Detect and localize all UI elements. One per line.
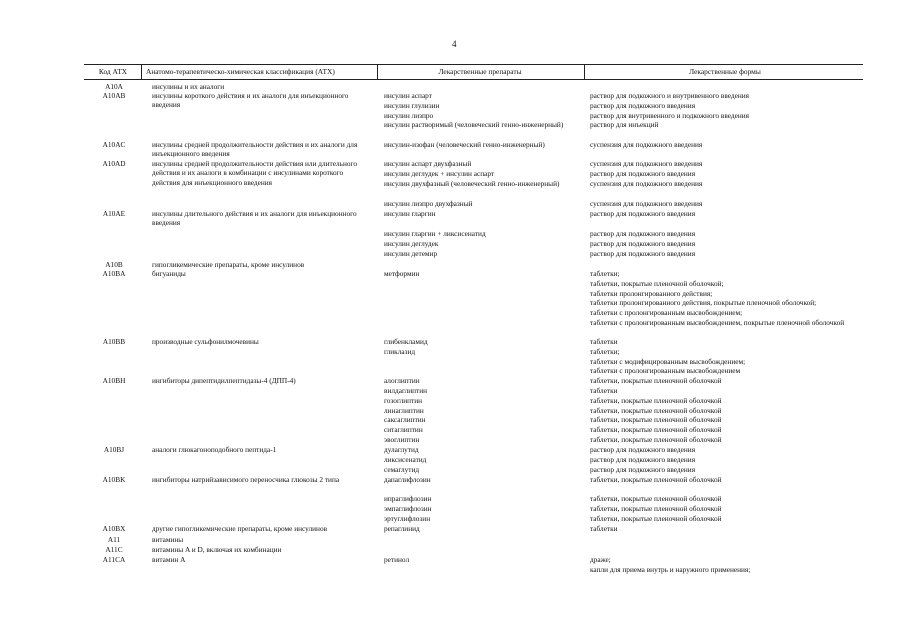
drug-name: дулаглутид <box>384 445 419 454</box>
dosage-form: таблетки <box>590 386 618 395</box>
atc-code: A10AE <box>102 209 126 218</box>
atc-code: A11CA <box>102 555 126 564</box>
header-code: Код АТХ <box>98 67 128 76</box>
classification: инсулины средней продолжительности действия или длительного действия и их аналоги в комбинации с инсулинами короткого действия для инъекционного введения <box>152 159 357 187</box>
drug-name: репаглинид <box>384 524 420 533</box>
classification: ингибиторы натрийзависимого переносчика глюкозы 2 типа <box>152 475 340 484</box>
drug-name: линаглиптин <box>384 406 424 415</box>
drug-name: инсулин детемир <box>384 249 438 258</box>
drug-name: алоглиптин <box>384 376 420 385</box>
atc-code: A10AB <box>102 91 126 100</box>
atc-code: A10A <box>105 82 123 91</box>
dosage-form: раствор для подкожного введения <box>590 465 696 474</box>
header-classification: Анатомо-терапевтическо-химическая классификация (АТХ) <box>146 67 335 76</box>
drug-name: саксаглиптин <box>384 415 426 424</box>
classification: инсулины и их аналоги <box>152 82 225 91</box>
dosage-form: таблетки с пролонгированным высвобождением <box>590 366 741 375</box>
drug-name: инсулин аспарт <box>384 91 432 100</box>
atc-code: A11C <box>105 545 123 554</box>
dosage-form: раствор для инъекций <box>590 120 659 129</box>
classification: гипогликемические препараты, кроме инсулинов <box>152 260 305 269</box>
header-divider <box>377 65 378 79</box>
header-forms: Лекарственные формы <box>689 67 761 76</box>
dosage-form: таблетки, покрытые пленочной оболочкой <box>590 376 722 385</box>
dosage-form: таблетки, покрытые пленочной оболочкой <box>590 425 722 434</box>
drug-name: инсулин лизпро двухфазный <box>384 199 473 208</box>
atc-code: A10BA <box>102 269 126 278</box>
dosage-form: драже; <box>590 555 611 564</box>
drug-name: инсулин-изофан (человеческий генно-инженерный) <box>384 140 545 149</box>
dosage-form: таблетки пролонгированного действия; <box>590 289 713 298</box>
dosage-form: таблетки с пролонгированным высвобождением; <box>590 308 743 317</box>
dosage-form: таблетки, покрытые пленочной оболочкой <box>590 504 722 513</box>
header-divider <box>584 65 585 79</box>
dosage-form: суспензия для подкожного введения <box>590 199 703 208</box>
classification: инсулины средней продолжительности действия и их аналоги для инъекционного введения <box>152 140 358 159</box>
drug-name: инсулин глулизин <box>384 101 440 110</box>
drug-name: инсулин лизпро <box>384 111 434 120</box>
drug-name: эвоглиптин <box>384 435 420 444</box>
dosage-form: раствор для подкожного введения <box>590 455 696 464</box>
classification: бигуаниды <box>152 269 186 278</box>
classification: ингибиторы дипептидилпептидазы-4 (ДПП-4) <box>152 376 296 385</box>
classification: витамин A <box>152 555 186 564</box>
dosage-form: таблетки, покрытые пленочной оболочкой <box>590 396 722 405</box>
dosage-form: суспензия для подкожного введения <box>590 140 703 149</box>
atc-code: A10AC <box>102 140 126 149</box>
table-header <box>84 64 863 80</box>
classification: другие гипогликемические препараты, кроме инсулинов <box>152 524 328 533</box>
classification: аналоги глюкагоноподобного пептида-1 <box>152 445 277 454</box>
drug-name: инсулин двухфазный (человеческий генно-инженерный) <box>384 179 560 188</box>
header-divider <box>141 65 142 79</box>
dosage-form: таблетки, покрытые пленочной оболочкой <box>590 514 722 523</box>
atc-code: A10AD <box>102 159 126 168</box>
atc-code: A10BK <box>102 475 126 484</box>
dosage-form: раствор для подкожного введения <box>590 209 696 218</box>
dosage-form: таблетки, покрытые пленочной оболочкой <box>590 475 722 484</box>
dosage-form: таблетки <box>590 524 618 533</box>
drug-name: гликлазид <box>384 347 416 356</box>
classification: производные сульфонилмочевины <box>152 337 259 346</box>
dosage-form: раствор для подкожного введения <box>590 101 696 110</box>
dosage-form: таблетки, покрытые пленочной оболочкой <box>590 494 722 503</box>
dosage-form: таблетки; <box>590 347 620 356</box>
drug-name: инсулин гларгин + ликсисенатид <box>384 229 486 238</box>
drug-name: ретинол <box>384 555 410 564</box>
drug-name: инсулин деглудек <box>384 239 439 248</box>
atc-code: A10BJ <box>103 445 125 454</box>
drug-name: ипраглифлозин <box>384 494 432 503</box>
dosage-form: таблетки пролонгированного действия, покрытые пленочной оболочкой; <box>590 298 817 307</box>
drug-name: инсулин растворимый (человеческий генно-инженерный) <box>384 120 564 129</box>
drug-name: метформин <box>384 269 420 278</box>
dosage-form: раствор для подкожного введения <box>590 229 696 238</box>
atc-code: A10B <box>105 260 123 269</box>
atc-code: A10BH <box>102 376 126 385</box>
dosage-form: раствор для внутривенного и подкожного введения <box>590 111 749 120</box>
dosage-form: суспензия для подкожного введения <box>590 159 703 168</box>
drug-name: гозоглиптин <box>384 396 423 405</box>
drug-name: эмпаглифлозин <box>384 504 432 513</box>
atc-code: A10BB <box>102 337 126 346</box>
dosage-form: раствор для подкожного введения <box>590 249 696 258</box>
dosage-form: капли для приема внутрь и наружного применения; <box>590 565 751 574</box>
drug-name: эртуглифлозин <box>384 514 431 523</box>
dosage-form: таблетки, покрытые пленочной оболочкой <box>590 415 722 424</box>
classification: инсулины короткого действия и их аналоги для инъекционного введения <box>152 91 349 110</box>
drug-name: инсулин аспарт двухфазный <box>384 159 472 168</box>
dosage-form: таблетки с модифицированным высвобождением; <box>590 357 746 366</box>
dosage-form: таблетки; <box>590 269 620 278</box>
atc-code: A11 <box>107 535 121 544</box>
dosage-form: раствор для подкожного введения <box>590 239 696 248</box>
drug-name: семаглутид <box>384 465 420 474</box>
drug-name: дапаглифлозин <box>384 475 431 484</box>
dosage-form: раствор для подкожного введения <box>590 169 696 178</box>
dosage-form: таблетки <box>590 337 618 346</box>
page-number: 4 <box>452 39 457 49</box>
dosage-form: суспензия для подкожного введения <box>590 179 703 188</box>
drug-name: ликсисенатид <box>384 455 427 464</box>
drug-name: вилдаглиптин <box>384 386 428 395</box>
classification: витамины <box>152 535 184 544</box>
dosage-form: таблетки, покрытые пленочной оболочкой <box>590 406 722 415</box>
dosage-form: таблетки, покрытые пленочной оболочкой <box>590 435 722 444</box>
dosage-form: раствор для подкожного и внутривенного введения <box>590 91 749 100</box>
dosage-form: раствор для подкожного введения <box>590 445 696 454</box>
drug-name: инсулин деглудек + инсулин аспарт <box>384 169 495 178</box>
header-drugs: Лекарственные препараты <box>438 67 522 76</box>
dosage-form: таблетки, покрытые пленочной оболочкой; <box>590 279 724 288</box>
classification: инсулины длительного действия и их аналоги для инъекционного введения <box>152 209 357 228</box>
drug-name: глибенкламид <box>384 337 428 346</box>
atc-code: A10BX <box>102 524 126 533</box>
dosage-form: таблетки с пролонгированным высвобождением, покрытые пленочной оболочкой <box>590 318 845 327</box>
drug-name: ситаглиптин <box>384 425 423 434</box>
classification: витамины A и D, включая их комбинации <box>152 545 282 554</box>
drug-name: инсулин гларгин <box>384 209 436 218</box>
